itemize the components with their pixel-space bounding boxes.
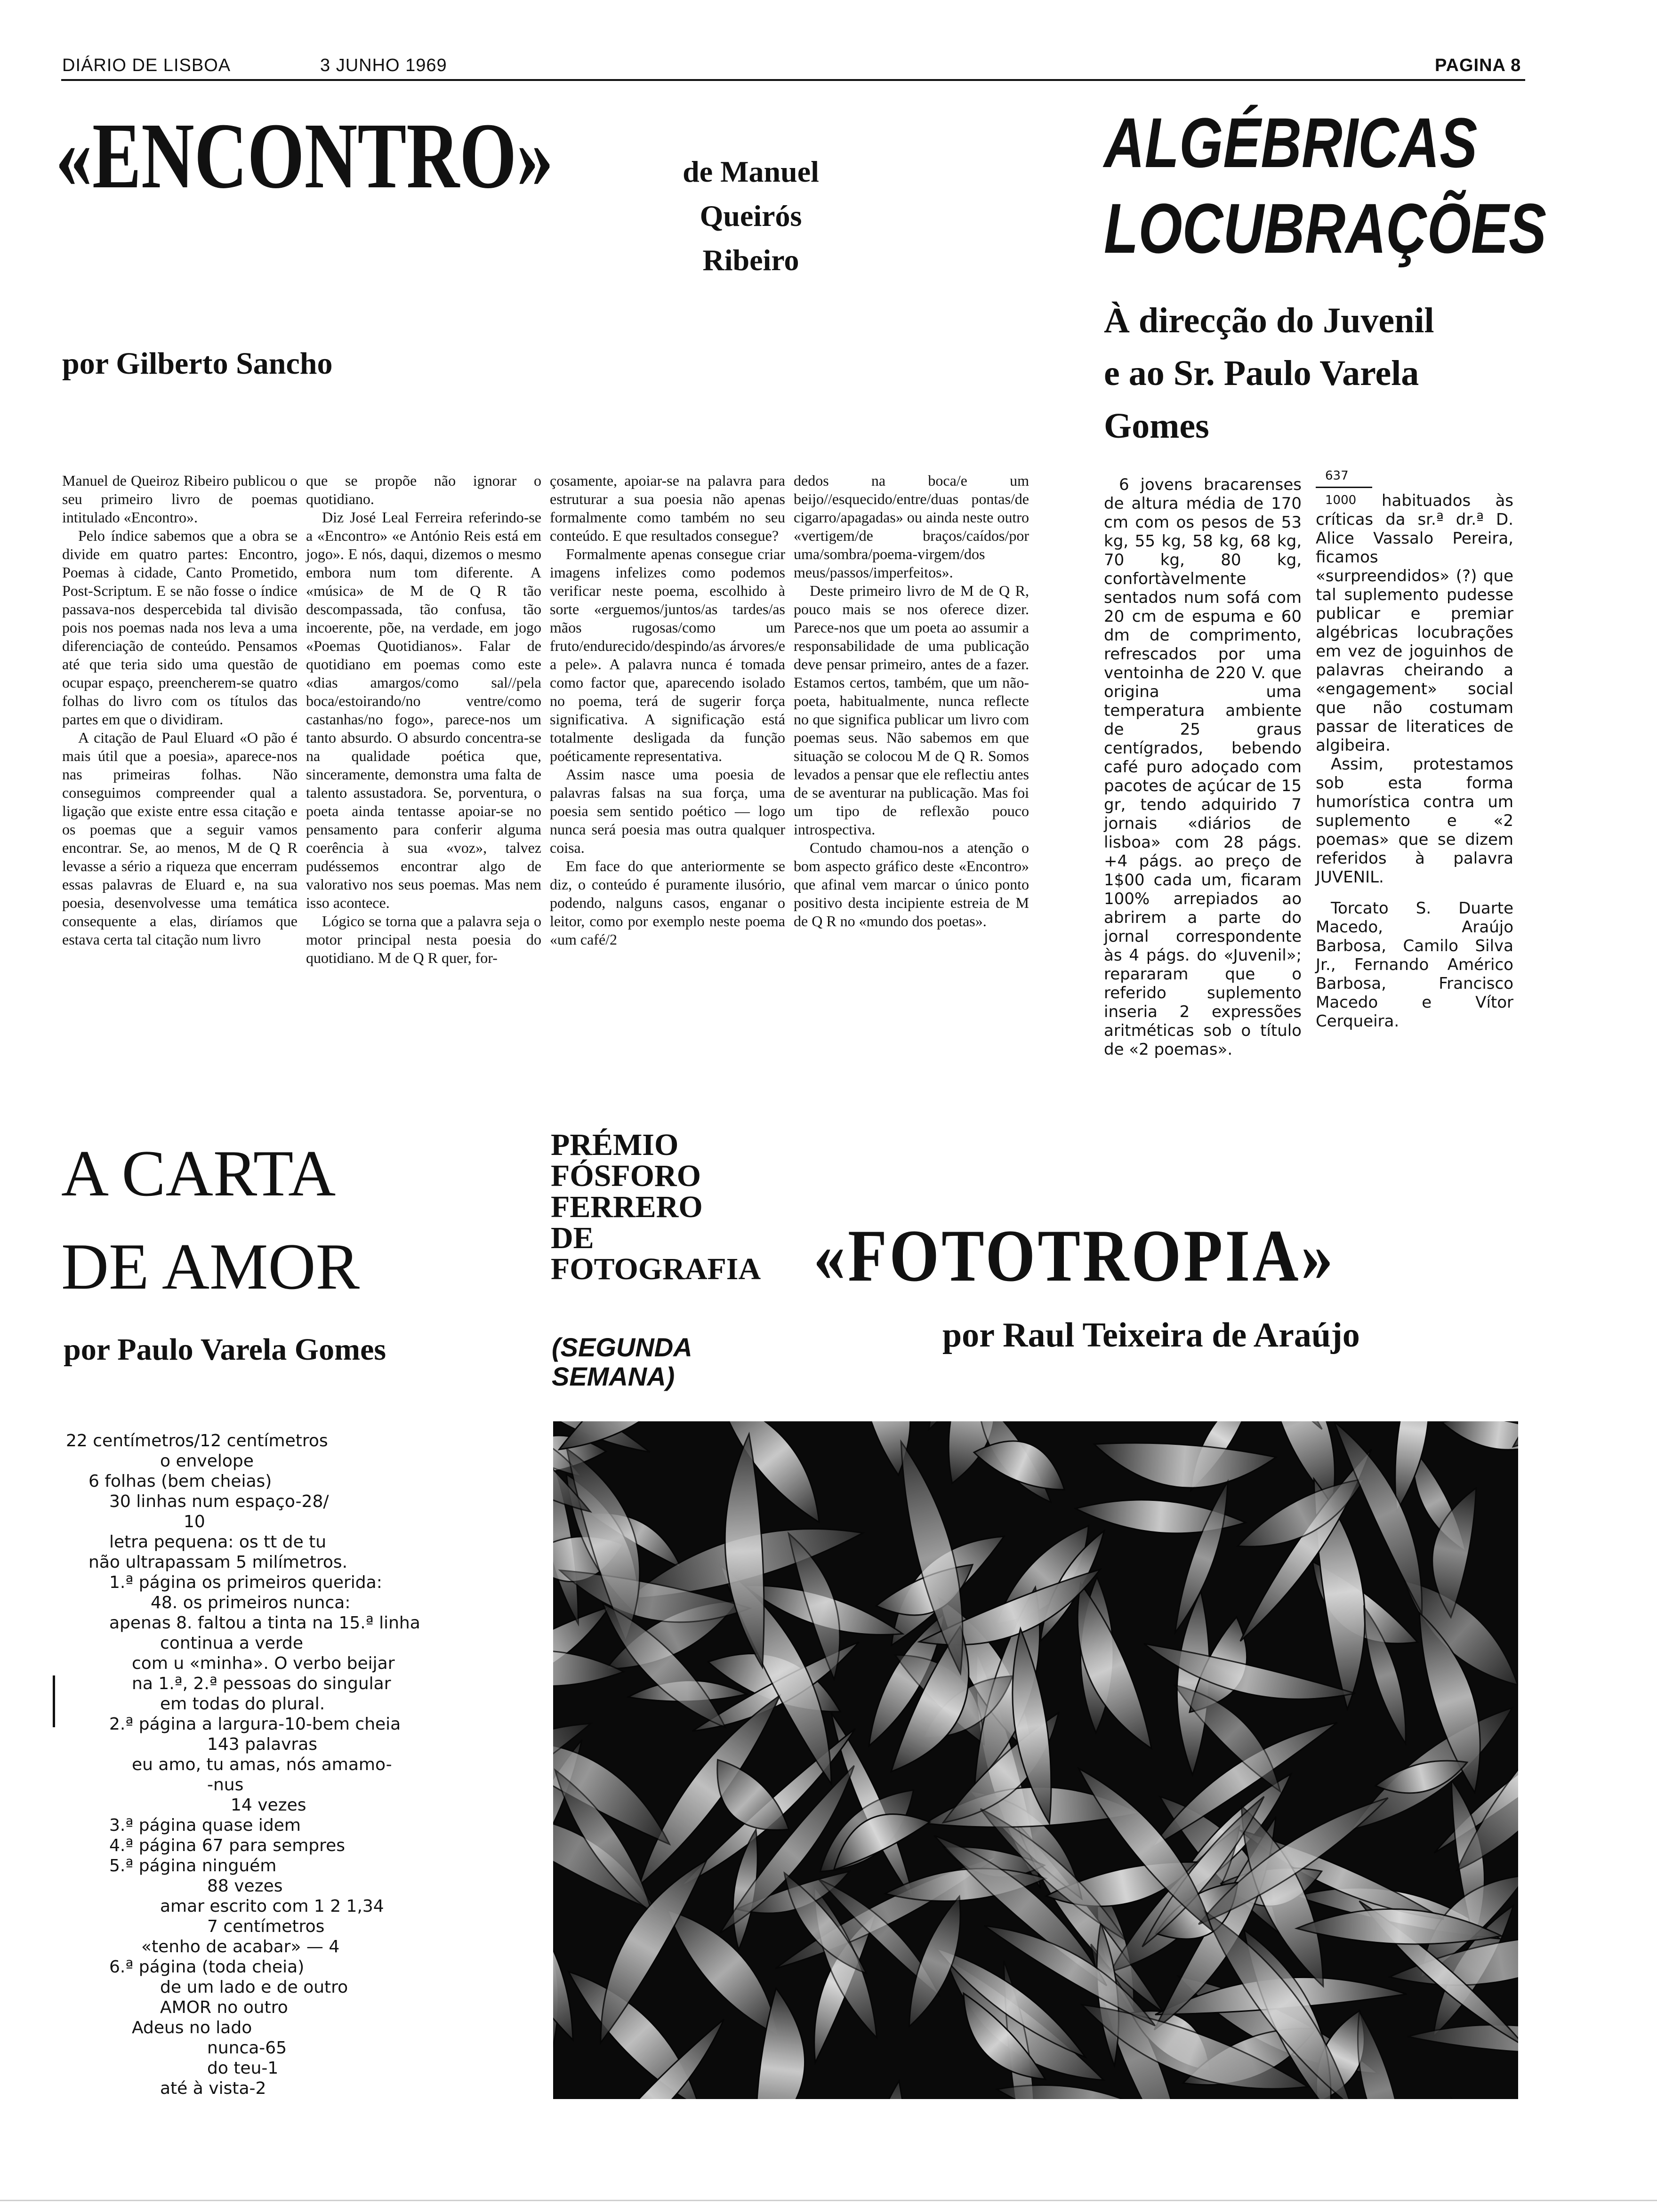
page-edge <box>0 2200 1657 2201</box>
subtitle-line: Queirós <box>700 199 802 232</box>
leaf-shape <box>1425 2094 1518 2099</box>
algebricas-column-1 <box>1104 475 1302 1059</box>
poem-line: 4.ª página 67 para sempres <box>109 1836 346 1855</box>
margin-mark <box>53 1675 55 1727</box>
poem-line: 6 folhas (bem cheias) <box>88 1472 272 1491</box>
carta-title <box>61 1127 360 1314</box>
paragraph: habituados às críticas da sr.ª dr.ª D. Alice Vassalo Pereira, ficamos «surpreendidos» (?) que tal suplemento pudesse publicar e premiar algébricas locubrações em vez de joguinhos de palavras cheirando a «engagement» social que não costumam passar de literatices de algibeira. <box>1316 491 1513 755</box>
poem-line: com u «minha». O verbo beijar <box>132 1654 395 1673</box>
paragraph: Lógico se torna que a palavra seja o motor principal nesta poesia do quotidiano. M de Q R quer, for- <box>306 913 541 966</box>
poem-line: 30 linhas num espaço-28/ <box>109 1492 329 1511</box>
subtitle-line: Ribeiro <box>702 243 799 277</box>
poem-line: 22 centímetros/12 centímetros <box>66 1431 328 1451</box>
paragraph: Em face do que anteriormente se diz, o conteúdo é puramente ilusório, podendo, nalguns casos, enganar o leitor, como por exemplo neste poema «um café/2 <box>550 858 785 948</box>
poem-line: de um lado e de outro <box>160 1978 348 1997</box>
poem-line: 6.ª página (toda cheia) <box>109 1957 305 1977</box>
poem-line: eu amo, tu amas, nós amamo- <box>132 1755 392 1774</box>
algebricas-title-line: LOCUBRAÇÕES <box>1104 189 1547 268</box>
encontro-column-2 <box>306 472 541 967</box>
encontro-column-4 <box>794 472 1029 930</box>
premio-line: DE <box>551 1221 594 1255</box>
poem-line: -nus <box>207 1775 244 1795</box>
poem-line: AMOR no outro <box>160 1998 288 2017</box>
premio-note-line: SEMANA) <box>552 1362 675 1391</box>
poem-line: 48. os primeiros nunca: <box>151 1593 351 1612</box>
paragraph: Assim nasce uma poesia de palavras falsas na sua força, uma poesia sem sentido poético — logo nunca será poesia mas outra qualquer coisa. <box>550 766 785 856</box>
poem-line: o envelope <box>160 1451 254 1471</box>
fraction-bar <box>1316 487 1372 488</box>
poem-line: 3.ª página quase idem <box>109 1816 301 1835</box>
premio-line: PRÉMIO <box>551 1128 679 1162</box>
fototropia-title: «FOTOTROPIA» <box>813 1215 1335 1297</box>
premio-note-line: (SEGUNDA <box>552 1332 692 1362</box>
paragraph: Formalmente apenas consegue criar imagens infelizes como podemos verificar neste poema, escolhido à sorte «erguemos/juntos/as tardes/as mãos rugosas/como um fruto/endurecido/despindo/as árvores/e a pele». A palavra nunca é tomada como factor que, aparecendo isolado no poema, terá de sugerir força significativa. A significação está totalmente desligada da função poéticamente representativa. <box>550 545 785 764</box>
poem-line: 14 vezes <box>231 1795 306 1815</box>
encontro-byline: por Gilberto Sancho <box>62 346 333 381</box>
fraction-numerator: 637 <box>1325 469 1349 483</box>
poem-line: apenas 8. faltou a tinta na 15.ª linha <box>109 1613 420 1633</box>
carta-poem <box>66 1431 513 2099</box>
poem-line: não ultrapassam 5 milímetros. <box>88 1553 348 1572</box>
fototropia-photo <box>553 1421 1518 2099</box>
paragraph: çosamente, apoiar-se na palavra para estruturar a sua poesia não apenas formalmente como também no seu conteúdo. E que resultados consegue? <box>550 472 785 544</box>
poem-line: 5.ª página ninguém <box>109 1856 277 1875</box>
paragraph: Diz José Leal Ferreira referindo-se a «Encontro» «e António Reis está em jogo». E nós, daqui, dizemos o mesmo embora num tom diferente. A «música» de M de Q R tão descompassada, tão confusa, tão incoerente, põe, na verdade, em jogo «Poemas Quotidianos». Falar de quotidiano em poemas como este «dias amargos/como sal//pela boca/estoirando/no ventre/como castanhas/no fogo», parece-nos um tanto absurdo. O absurdo concentra-se na qualidade poética que, sinceramente, demonstra uma falta de talento assustadora. Se, porventura, o poeta ainda tentasse apoiar-se no pensamento para conferir alguma coerência à sua «voz», talvez pudéssemos encontrar algo de valorativo nos seus poemas. Mas nem isso acontece. <box>306 509 541 911</box>
poem-line: do teu-1 <box>207 2059 279 2078</box>
algebricas-column-2 <box>1316 491 1513 1031</box>
fraction-denominator: 1000 <box>1325 493 1357 507</box>
encontro-column-1 <box>62 472 298 949</box>
poem-line: «tenho de acabar» — 4 <box>141 1937 340 1956</box>
poem-line: 1.ª página os primeiros querida: <box>109 1573 382 1592</box>
leaf-shape <box>862 2080 920 2099</box>
dedication-line: Gomes <box>1104 406 1209 446</box>
leaf-photograph <box>553 1421 1518 2099</box>
paragraph: 6 jovens bracarenses de altura média de 170 cm com os pesos de 53 kg, 55 kg, 58 kg, 68 kg, 70 kg, 80 kg, confortàvelmente sentados num sofá com 20 cm de espuma e 60 dm de comprimento, refrescados por uma ventoinha de 220 V. que origina uma temperatura ambiente de 25 graus centígrados, bebendo café puro adoçado com pacotes de açúcar de 15 gr, tendo adquirido 7 jornais «diários de lisboa» com 28 págs. +4 págs. ao preço de 1$00 cada um, ficaram 100% arrepiados ao abrirem a parte do jornal correspondente às 4 págs. do «Juvenil»; repararam que o referido suplemento inseria 2 expressões aritméticas sob o título de «2 poemas». <box>1104 475 1302 1059</box>
premio-note <box>552 1333 692 1391</box>
poem-line: 88 vezes <box>207 1876 283 1896</box>
poem-line: amar escrito com 1 2 1,34 <box>160 1897 384 1916</box>
poem-line: letra pequena: os tt de tu <box>109 1532 327 1552</box>
paper-name: DIÁRIO DE LISBOA <box>62 56 231 75</box>
encontro-column-3 <box>550 472 785 949</box>
carta-byline: por Paulo Varela Gomes <box>64 1332 386 1367</box>
premio-line: FERRERO <box>551 1190 703 1224</box>
paragraph: Pelo índice sabemos que a obra se divide em quatro partes: Encontro, Poemas à cidade, Canto Prometido, Post-Scriptum. E se não fosse o índice passava-nos despercebida tal divisão pois nos poemas nada nos leva a uma diferenciação de conteúdo. Pensamos até que teria sido uma questão de ocupar espaço, preencherem-se quatro folhas do livro com os títulos das partes em que o dividiram. <box>62 527 298 728</box>
leaf-shape <box>1092 1438 1277 1494</box>
carta-title-line: DE AMOR <box>61 1230 360 1303</box>
poem-line: 10 <box>184 1512 205 1531</box>
paragraph: dedos na boca/e um beijo//esquecido/entre/duas pontas/de cigarro/apagadas» ou ainda neste outro «vertigem/de braços/caídos/por uma/sombra/poema-virgem/dos meus/passos/imperfeitos». <box>794 472 1029 581</box>
poem-line: Adeus no lado <box>132 2018 252 2037</box>
poem-line: em todas do plural. <box>160 1694 325 1714</box>
paragraph: Contudo chamou-nos a atenção o bom aspecto gráfico deste «Encontro» que afinal vem marcar o único ponto positivo desta incipiente estreia de M de Q R no «mundo dos poetas». <box>794 839 1029 930</box>
dedication-line: e ao Sr. Paulo Varela <box>1104 353 1419 393</box>
carta-title-line: A CARTA <box>61 1137 336 1210</box>
dedication-line: À direcção do Juvenil <box>1104 301 1434 340</box>
encontro-subtitle <box>661 150 840 282</box>
premio-line: FÓSFORO <box>551 1159 701 1193</box>
paragraph: Manuel de Queiroz Ribeiro publicou o seu primeiro livro de poemas intitulado «Encontro». <box>62 472 298 526</box>
leaf-shape <box>553 1649 624 1688</box>
poem-line: continua a verde <box>160 1634 304 1653</box>
masthead-rule <box>61 79 1525 81</box>
issue-date: 3 JUNHO 1969 <box>320 56 447 75</box>
subtitle-line: de Manuel <box>683 155 819 188</box>
leaf-shape <box>1439 1421 1518 1457</box>
poem-line: até à vista-2 <box>160 2079 266 2098</box>
algebricas-title-line: ALGÉBRICAS <box>1104 103 1478 182</box>
poem-line: na 1.ª, 2.ª pessoas do singular <box>132 1674 391 1693</box>
poem-line: 7 centímetros <box>207 1917 325 1936</box>
premio-heading <box>551 1130 761 1285</box>
paragraph: Assim, protestamos sob esta forma humorística contra um suplemento e «2 poemas» que se dizem referidos à palavra JUVENIL. <box>1316 755 1513 887</box>
premio-line: FOTOGRAFIA <box>551 1252 761 1286</box>
page-number: PAGINA 8 <box>1435 56 1521 75</box>
signatures: Torcato S. Duarte Macedo, Araújo Barbosa, Camilo Silva Jr., Fernando Américo Barbosa, Francisco Macedo e Vítor Cerqueira. <box>1316 899 1513 1031</box>
fototropia-byline: por Raul Teixeira de Araújo <box>942 1316 1360 1354</box>
paragraph: A citação de Paul Eluard «O pão é mais útil que a poesia», aparece-nos nas primeiras folhas. Não conseguimos compreender qual a ligação que existe entre essa citação e os poemas que a seguir vamos encontrar. Se, ao menos, M de Q R levasse a sério a riqueza que encerram essas palavras de Eluard e, na sua poesia, desenvolvesse uma temática consequente a elas, diríamos que estava certa tal citação num livro <box>62 729 298 948</box>
poem-line: 2.ª página a largura-10-bem cheia <box>109 1715 401 1734</box>
algebricas-dedication <box>1104 294 1434 452</box>
poem-line: 143 palavras <box>207 1735 318 1754</box>
poem-line: nunca-65 <box>207 2038 287 2058</box>
paragraph: que se propõe não ignorar o quotidiano. <box>306 472 541 507</box>
paragraph: Deste primeiro livro de M de Q R, pouco mais se nos oferece dizer. Parece-nos que um poeta ao assumir a responsabilidade de uma publicação deve pensar primeiro, antes de a fazer. Estamos certos, também, que um não-poeta, habitualmente, nunca reflecte no que significa publicar um livro com poemas seus. Não sabemos em que situação se colocou M de Q R. Somos levados a pensar que ele reflectiu antes de se aventurar na publicação. Mas foi um tipo de reflexão pouco introspectiva. <box>794 582 1029 838</box>
encontro-title: «ENCONTRO» <box>56 104 554 208</box>
